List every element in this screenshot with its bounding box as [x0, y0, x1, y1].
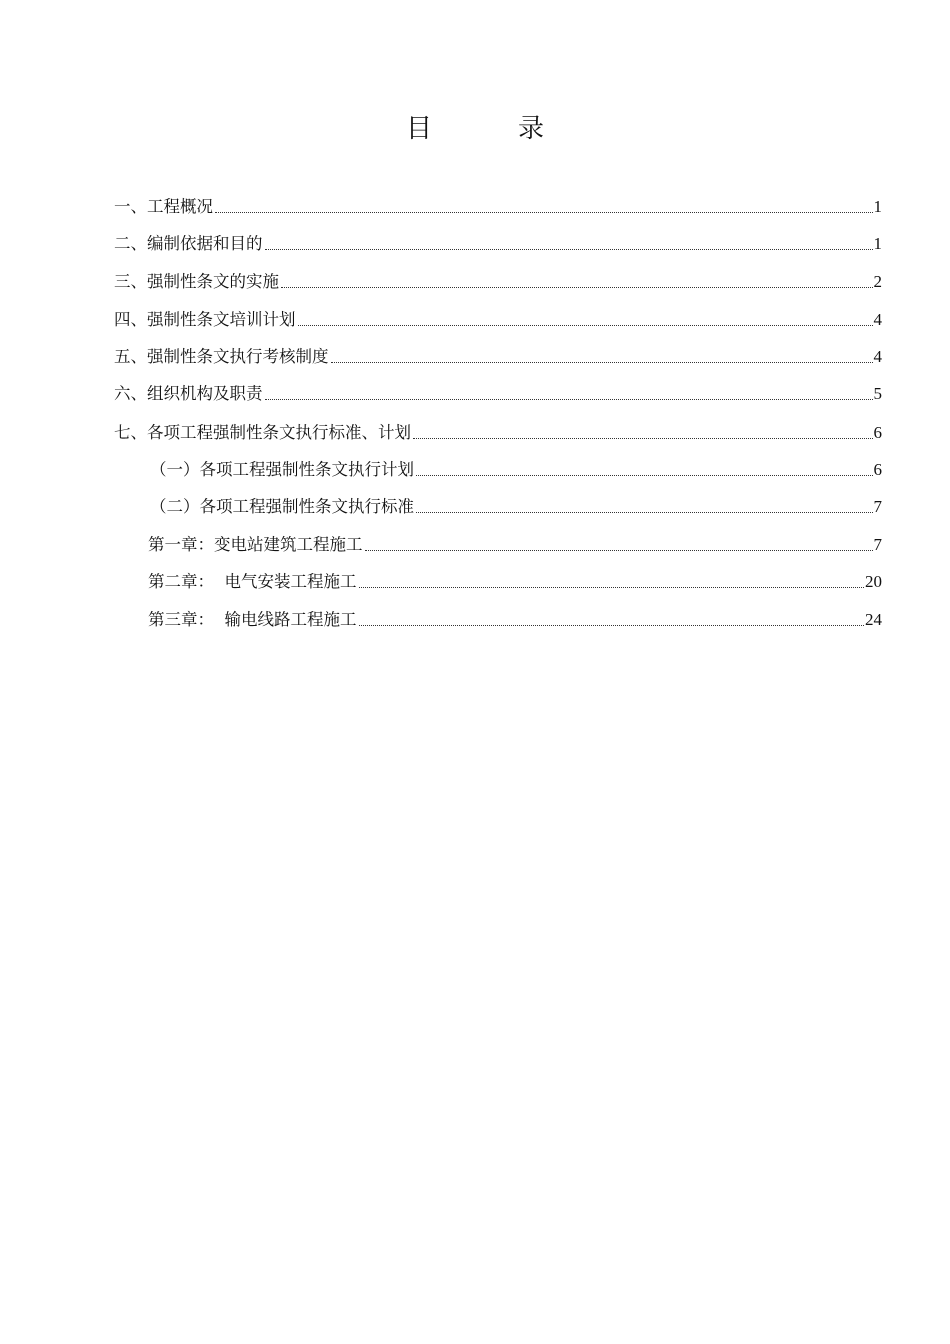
toc-leader-dots — [331, 362, 873, 363]
toc-entry-1[interactable] — [114, 190, 882, 218]
toc-title — [0, 112, 950, 146]
toc-page-number: 5 — [873, 384, 882, 403]
toc-page-number: 6 — [873, 460, 882, 479]
toc-page-number: 7 — [873, 497, 882, 516]
toc-entry-2[interactable] — [114, 227, 882, 255]
toc-leader-dots — [416, 475, 873, 476]
toc-page-number: 4 — [873, 310, 882, 329]
toc-page-number: 1 — [873, 197, 882, 216]
toc-entry-text: 一、工程概况 — [114, 197, 213, 216]
toc-entry-text: （一）各项工程强制性条文执行计划 — [150, 460, 414, 479]
toc-page-number: 7 — [873, 535, 882, 554]
toc-leader-dots — [365, 550, 873, 551]
toc-leader-dots — [298, 325, 873, 326]
toc-entry-3[interactable] — [114, 265, 882, 293]
toc-entry-12[interactable] — [148, 603, 882, 631]
toc-page-number: 20 — [865, 572, 882, 591]
toc-page-number: 2 — [873, 272, 882, 291]
toc-entry-10[interactable] — [148, 528, 882, 556]
toc-entry-11[interactable] — [148, 565, 882, 593]
toc-title-left: 目 — [405, 114, 432, 144]
toc-leader-dots — [413, 438, 873, 439]
toc-entry-text: 七、各项工程强制性条文执行标准、计划 — [114, 423, 411, 442]
toc-leader-dots — [359, 587, 865, 588]
toc-leader-dots — [215, 212, 873, 213]
toc-entry-text: 四、强制性条文培训计划 — [114, 310, 296, 329]
toc-title-right: 录 — [518, 114, 545, 144]
toc-entry-4[interactable] — [114, 303, 882, 331]
toc-page-number: 1 — [873, 234, 882, 253]
toc-entry-8[interactable] — [150, 453, 882, 481]
toc-page-number: 4 — [873, 347, 882, 366]
toc-entry-text: 第三章： 输电线路工程施工 — [148, 610, 357, 629]
toc-entry-text: 第一章：变电站建筑工程施工 — [148, 535, 363, 554]
toc-entry-text: （二）各项工程强制性条文执行标准 — [150, 497, 414, 516]
toc-entry-text: 六、组织机构及职责 — [114, 384, 263, 403]
toc-entry-text: 三、强制性条文的实施 — [114, 272, 279, 291]
toc-leader-dots — [416, 512, 873, 513]
toc-leader-dots — [359, 625, 865, 626]
toc-entry-5[interactable] — [114, 340, 882, 368]
toc-entry-text: 二、编制依据和目的 — [114, 234, 263, 253]
toc-page-number: 6 — [873, 423, 882, 442]
toc-entry-text: 第二章： 电气安装工程施工 — [148, 572, 357, 591]
toc-leader-dots — [265, 249, 873, 250]
toc-entry-7[interactable] — [114, 416, 882, 444]
toc-page-number: 24 — [865, 610, 882, 629]
toc-entry-text: 五、强制性条文执行考核制度 — [114, 347, 329, 366]
toc-leader-dots — [281, 287, 873, 288]
toc-leader-dots — [265, 399, 873, 400]
toc-entry-6[interactable] — [114, 377, 882, 405]
toc-entry-9[interactable] — [150, 490, 882, 518]
